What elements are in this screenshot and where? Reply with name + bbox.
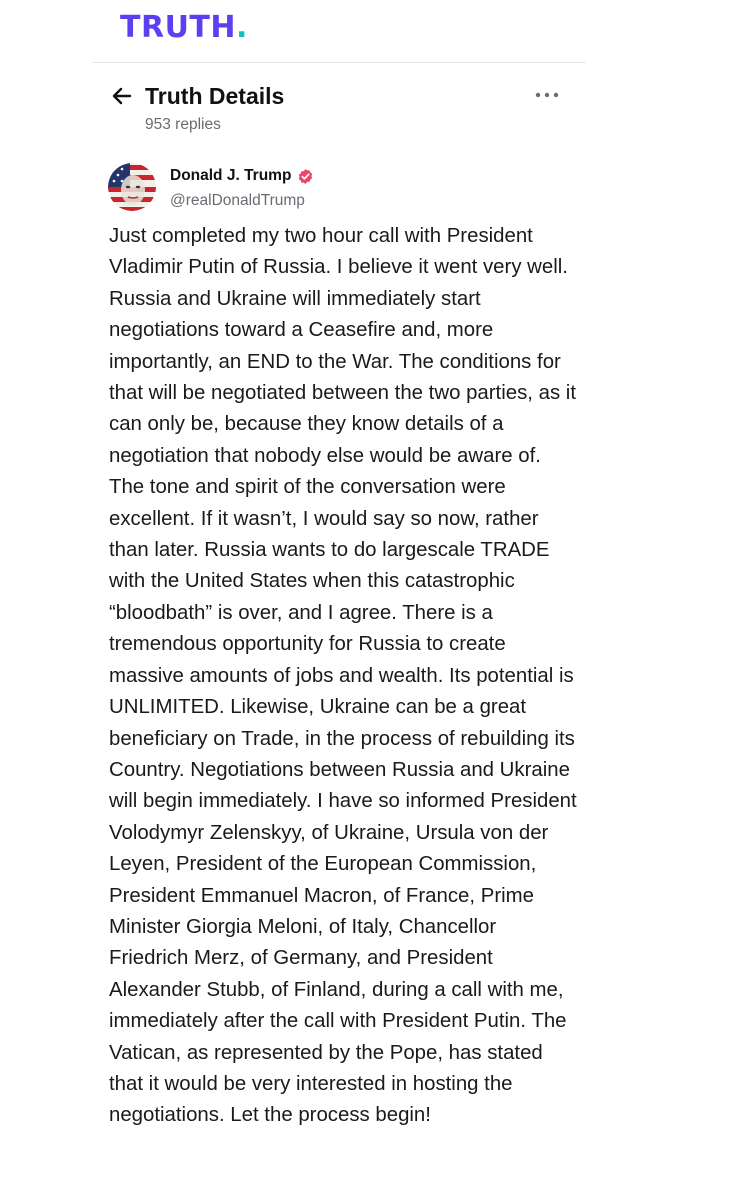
arrow-left-icon[interactable] (110, 84, 134, 108)
author-handle[interactable]: @realDonaldTrump (170, 192, 305, 209)
post-text: Just completed my two hour call with President Vladimir Putin of Russia. I believe it went very well. Russia and Ukraine will immediately start negotiations toward a Ceasefire and, more importantly, an END to the War. The conditions for that will be negotiated between the two parties, as it can only be, because they know details of a negotiation that nobody else would be aware of. The tone and spirit of the conversation were excellent. If it wasn’t, I would say so now, rather than later. Russia wants to do largescale TRADE with the United States when this catastrophic “bloodbath” is over, and I agree. There is a tremendous opportunity for Russia to create massive amounts of jobs and wealth. Its potential is UNLIMITED. Likewise, Ukraine can be a great beneficiary on Trade, in the process of rebuilding its Country. Negotiations between Russia and Ukraine will begin immediately. I have so informed President Volodymyr Zelenskyy, of Ukraine, Ursula von der Leyen, President of the European Commission, President Emmanuel Macron, of France, Prime Minister Giorgia Meloni, of Italy, Chancellor Friedrich Merz, of Germany, and President Alexander Stubb, of Finland, during a call with me, immediately after the call with President Putin. The Vatican, as represented by the Pope, has stated that it would be very interested in hosting the negotiations. Let the process begin! (109, 225, 577, 1127)
header-divider (92, 62, 586, 63)
more-horizontal-icon[interactable] (535, 90, 559, 100)
author-name[interactable]: Donald J. Trump (170, 167, 292, 184)
logo-text: TRUTH (120, 10, 236, 45)
page-title: Truth Details (145, 83, 285, 109)
truth-logo[interactable] (120, 10, 248, 45)
page-header (110, 82, 565, 134)
avatar[interactable] (108, 163, 156, 211)
reply-count: 953 replies (145, 116, 221, 133)
post-author (108, 163, 568, 213)
author-name-row (170, 167, 314, 185)
verified-badge-icon (297, 168, 314, 185)
logo-dot: . (236, 10, 248, 45)
